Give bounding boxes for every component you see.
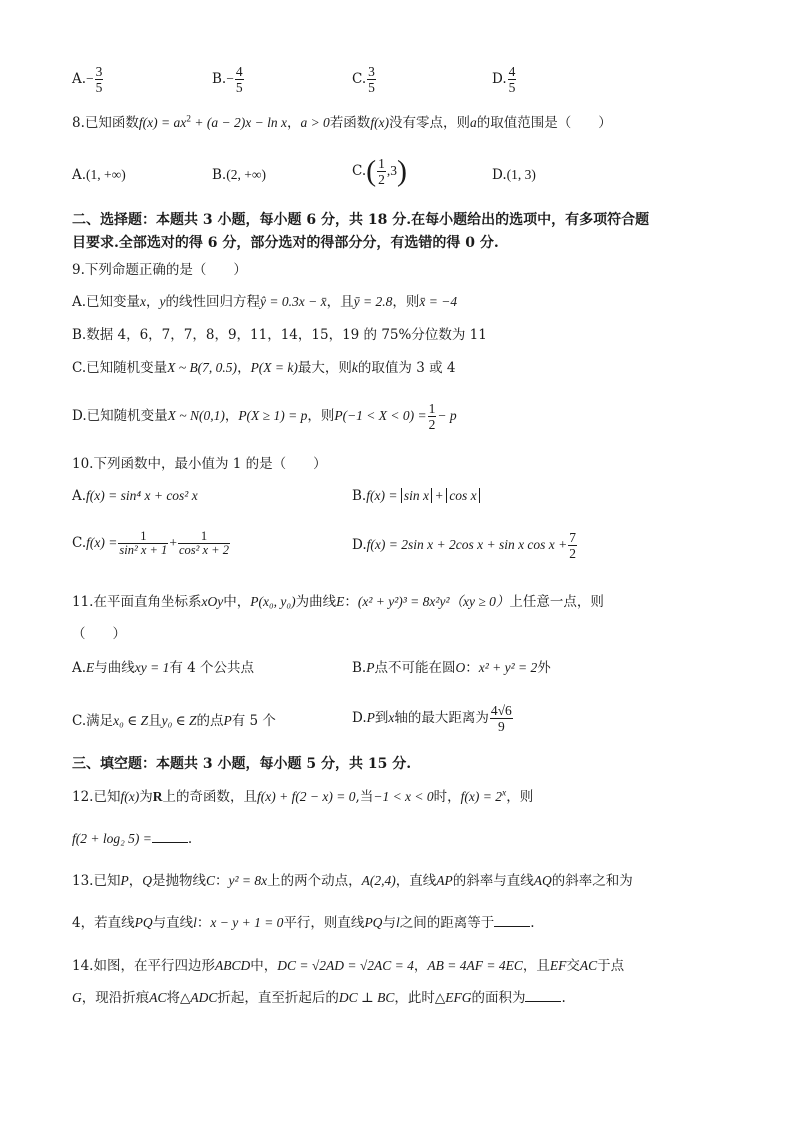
math: ABCD [214, 958, 251, 973]
superscript: x [502, 788, 507, 799]
text: 交 [566, 958, 580, 974]
numerator: 3 [95, 64, 103, 79]
denominator: 2 [428, 417, 436, 432]
math: X ~ N(0,1) [167, 408, 225, 423]
section-heading-cont: 目要求.全部选对的得 6 分，部分选对的得部分分，有选错的得 0 分. [72, 235, 499, 251]
option-label: B. [212, 167, 227, 183]
paren: ) [397, 154, 408, 188]
option-label: B. [212, 71, 227, 87]
math: P(−1 < X < 0) = [334, 408, 427, 423]
q13-stem-cont [72, 914, 535, 932]
math: f(2 + log₂ 5) = [72, 831, 152, 846]
text: 与 [382, 915, 396, 931]
q10-option-b [352, 487, 480, 505]
text: ， [413, 958, 428, 974]
text: 轴的最大距离为 [394, 710, 489, 726]
math: f(x) [370, 115, 390, 130]
q9-option-c [72, 359, 455, 377]
math: cos x [446, 488, 479, 503]
math: x̄ = −4 [419, 294, 458, 309]
math: y² = 8x [228, 873, 268, 888]
text: 有 5 个 [231, 713, 276, 729]
math: O [455, 660, 466, 675]
math: E [86, 660, 95, 675]
math: f(x) = [86, 535, 118, 550]
math: P(X ≥ 1) = p [238, 408, 308, 423]
text: 为曲线 [295, 594, 337, 610]
math: + [431, 488, 447, 503]
math: E [336, 594, 345, 609]
text: ，则 [506, 789, 534, 805]
math: AC [579, 958, 598, 973]
text: 的点 [196, 713, 224, 729]
q7-option-b [212, 64, 245, 95]
math: △ADC [180, 990, 218, 1005]
math: P [366, 660, 375, 675]
text: ： [215, 873, 229, 889]
text: 是抛物线 [151, 873, 206, 889]
text: 14.如图，在平行四边形 [72, 958, 215, 974]
q12-stem [72, 788, 533, 806]
math: + [169, 535, 177, 550]
option-label: A. [72, 71, 87, 87]
fraction [568, 530, 577, 561]
math: AB = 4AF = 4EC [427, 958, 523, 973]
sign: − [86, 71, 94, 86]
math: y₀ ∈ Z [161, 713, 197, 728]
text: ： [196, 915, 211, 931]
numerator: 1 [118, 530, 168, 544]
numerator: 4√6 [490, 703, 512, 718]
q8-stem [72, 114, 612, 132]
math: Q [142, 873, 152, 888]
math: P [120, 873, 129, 888]
text: C.满足 [72, 713, 114, 729]
denominator: 5 [368, 80, 375, 95]
numerator: 7 [569, 530, 577, 545]
text: 于点 [597, 958, 625, 974]
text: ， [146, 294, 160, 310]
math: x₀ ∈ Z [113, 713, 149, 728]
q14-stem [72, 957, 624, 975]
fraction [235, 64, 244, 95]
punct: . [561, 990, 566, 1006]
math: (1, +∞) [86, 167, 126, 182]
text: 为 [139, 789, 153, 805]
option-label: A. [72, 488, 87, 504]
text: 时， [433, 789, 461, 805]
q13-stem [72, 872, 633, 890]
math: ŷ = 0.3x − x̄ [260, 294, 327, 309]
fraction [428, 401, 437, 432]
q10-option-a [72, 487, 198, 505]
math: xy = 1 [134, 660, 170, 675]
fraction [508, 64, 517, 95]
math: f(x) = sin⁴ x + cos² x [86, 488, 198, 503]
math: k [351, 360, 358, 375]
section-heading: 三、填空题：本题共 3 小题，每小题 5 分，共 15 分. [72, 756, 412, 772]
math: l [193, 915, 197, 930]
option-label: B. [352, 660, 367, 676]
text: 与曲线 [94, 660, 135, 676]
q10-stem: 10.下列函数中，最小值为 1 的是（ ） [72, 456, 327, 472]
stem-text: 没有零点，则 [389, 115, 471, 131]
math: X ~ B(7, 0.5) [167, 360, 238, 375]
option-label: D. [352, 537, 367, 553]
option-label: D. [352, 710, 367, 726]
math: f [138, 115, 143, 130]
math: x [140, 294, 147, 309]
numerator: 3 [368, 64, 375, 79]
text: 13.已知 [72, 873, 121, 889]
q7-option-c [352, 64, 377, 95]
math: sin x [401, 488, 432, 503]
text: 的取值为 3 或 4 [357, 360, 456, 376]
denominator: cos² x + 2 [178, 543, 229, 557]
option-label: A. [72, 660, 87, 676]
fraction [367, 64, 376, 95]
math: PQ [134, 915, 153, 930]
q8-option-a [72, 166, 126, 184]
text: 将 [166, 990, 181, 1006]
text: ，则 [392, 294, 420, 310]
math: y [159, 294, 166, 309]
text: 外 [537, 660, 551, 676]
q9-option-d [72, 401, 457, 432]
text: 到 [374, 710, 389, 726]
option-label: C. [352, 71, 367, 87]
sign: − [226, 71, 234, 86]
denominator: 5 [235, 80, 243, 95]
option-label: A. [72, 167, 87, 183]
q7-option-a [72, 64, 104, 95]
denominator: 5 [508, 80, 516, 95]
numerator: 4 [508, 64, 516, 79]
text: 的斜率之和为 [551, 873, 633, 889]
text: 之间的距离等于 [399, 915, 495, 931]
text: ，且 [326, 294, 354, 310]
q9-stem: 9.下列命题正确的是（ ） [72, 262, 247, 278]
text: 折起，直至折起后的 [217, 990, 339, 1006]
fraction [118, 530, 168, 557]
text: ， [237, 360, 251, 376]
math: G [72, 990, 82, 1005]
numerator: 1 [178, 530, 230, 544]
text: 的线性回归方程 [165, 294, 261, 310]
text: 中， [223, 594, 251, 610]
option-label: C. [72, 535, 87, 551]
option-label: C. [352, 163, 367, 179]
option-label: D. [492, 167, 507, 183]
text: 平行，则直线 [283, 915, 365, 931]
text: 12.已知 [72, 789, 121, 805]
q9-option-a [72, 293, 457, 311]
answer-blank[interactable] [152, 830, 188, 843]
math: （xy ≥ 0） [449, 594, 510, 609]
math: a > 0 [300, 115, 330, 130]
math: ȳ = 2.8 [353, 294, 393, 309]
text: 有 4 个公共点 [169, 660, 255, 676]
q12-answer-line [72, 830, 192, 848]
text: ,当 [355, 789, 374, 805]
numerator: 1 [428, 401, 436, 416]
text: ，现沿折痕 [81, 990, 150, 1006]
text: 与直线 [152, 915, 194, 931]
text: 中， [250, 958, 278, 974]
numerator: 1 [378, 156, 385, 171]
text: 上的奇函数，且 [162, 789, 257, 805]
math: P(X = k) [250, 360, 298, 375]
math: f(x) = 2sin x + 2cos x + sin x cos x + [366, 537, 568, 552]
q7-option-d [492, 64, 517, 95]
math: l [395, 915, 400, 930]
text: ，且 [522, 958, 550, 974]
math: a [470, 115, 477, 130]
q10-option-d [352, 530, 578, 561]
punct: . [530, 915, 535, 931]
text: ， [128, 873, 143, 889]
math: DC ⊥ BC [338, 990, 395, 1005]
text: 且 [148, 713, 162, 729]
text: A.已知变量 [72, 294, 141, 310]
answer-blank[interactable] [525, 989, 561, 1002]
option-label: B. [352, 488, 367, 504]
option-label: D. [492, 71, 507, 87]
denominator: 2 [569, 546, 577, 561]
math: ,3 [386, 163, 398, 178]
math: xOy [201, 594, 224, 609]
math: f(x) [120, 789, 140, 804]
denominator: 9 [497, 719, 505, 734]
fraction [377, 156, 386, 187]
q14-stem-cont [72, 989, 566, 1007]
math: △EFG [434, 990, 472, 1005]
q11-paren: （ ） [72, 626, 126, 642]
text: 的面积为 [471, 990, 526, 1006]
math: P(x₀, y₀) [250, 594, 296, 609]
paren: ( [366, 154, 377, 188]
math: (1, 3) [506, 167, 536, 182]
q8-option-b [212, 166, 266, 184]
fraction [95, 64, 104, 95]
text: ，则 [307, 408, 335, 424]
text: ， [224, 408, 239, 424]
math: AC [149, 990, 167, 1005]
denominator: 2 [378, 172, 385, 187]
math: − p [437, 408, 457, 423]
math: PQ [364, 915, 383, 930]
text: D.已知随机变量 [72, 408, 168, 424]
q11-option-a [72, 659, 254, 677]
math: + (a − 2)x − ln x [191, 115, 287, 130]
math: f(x) = 2 [460, 789, 502, 804]
math: x [388, 710, 395, 725]
stem-text: 若函数 [329, 115, 371, 131]
math: C [205, 873, 215, 888]
math: AP [436, 873, 453, 888]
text: ： [344, 594, 358, 610]
text: 11.在平面直角坐标系 [72, 594, 202, 610]
fraction [178, 530, 230, 557]
q8-option-c [352, 156, 407, 187]
text: 点不可能在圆 [374, 660, 456, 676]
math: EF [549, 958, 567, 973]
math: x − y + 1 = 0 [210, 915, 284, 930]
punct: ， [286, 115, 301, 131]
stem-text: 8.已知函数 [72, 115, 139, 131]
math: x² + y² = 2 [478, 660, 538, 675]
denominator: 5 [95, 80, 103, 95]
text: 最大，则 [297, 360, 352, 376]
answer-blank[interactable] [494, 914, 530, 927]
text: 上任意一点，则 [509, 594, 604, 610]
text: C.已知随机变量 [72, 360, 168, 376]
superscript: 2 [186, 114, 191, 125]
math: P [223, 713, 232, 728]
denominator: sin² x + 1 [119, 543, 168, 557]
text: 上的两个动点， [267, 873, 362, 889]
punct: . [187, 831, 193, 847]
math: (2, +∞) [226, 167, 266, 182]
section-heading: 二、选择题：本题共 3 小题，每小题 6 分，共 18 分.在每小题给出的选项中，有多项符合题 [72, 212, 650, 228]
q11-stem [72, 593, 604, 611]
math: AQ [533, 873, 552, 888]
math: R [152, 789, 163, 804]
q11-option-b [352, 659, 551, 677]
q11-option-c [72, 712, 276, 730]
text: ，此时 [394, 990, 435, 1006]
math: (x) = ax [142, 115, 187, 130]
q10-option-c [72, 530, 231, 557]
text: 4，若直线 [72, 915, 135, 931]
q9-option-b: B.数据 4，6，7，7，8，9，11，14，15，19 的 75%分位数为 11 [72, 327, 487, 343]
text: ： [465, 660, 479, 676]
math: A(2,4) [361, 873, 396, 888]
fraction [490, 703, 513, 734]
text: ，直线 [395, 873, 437, 889]
math: f(x) + f(2 − x) = 0 [256, 789, 356, 804]
math: DC = √2AD = √2AC = 4 [277, 958, 414, 973]
text: 的斜率与直线 [452, 873, 534, 889]
math: f(x) = [366, 488, 401, 503]
numerator: 4 [235, 64, 243, 79]
q8-option-d [492, 166, 536, 184]
math: P [366, 710, 375, 725]
q11-option-d [352, 703, 514, 734]
math: (x² + y²)³ = 8x²y² [357, 594, 450, 609]
math: −1 < x < 0 [373, 789, 434, 804]
stem-text: 的取值范围是（ ） [476, 115, 612, 131]
